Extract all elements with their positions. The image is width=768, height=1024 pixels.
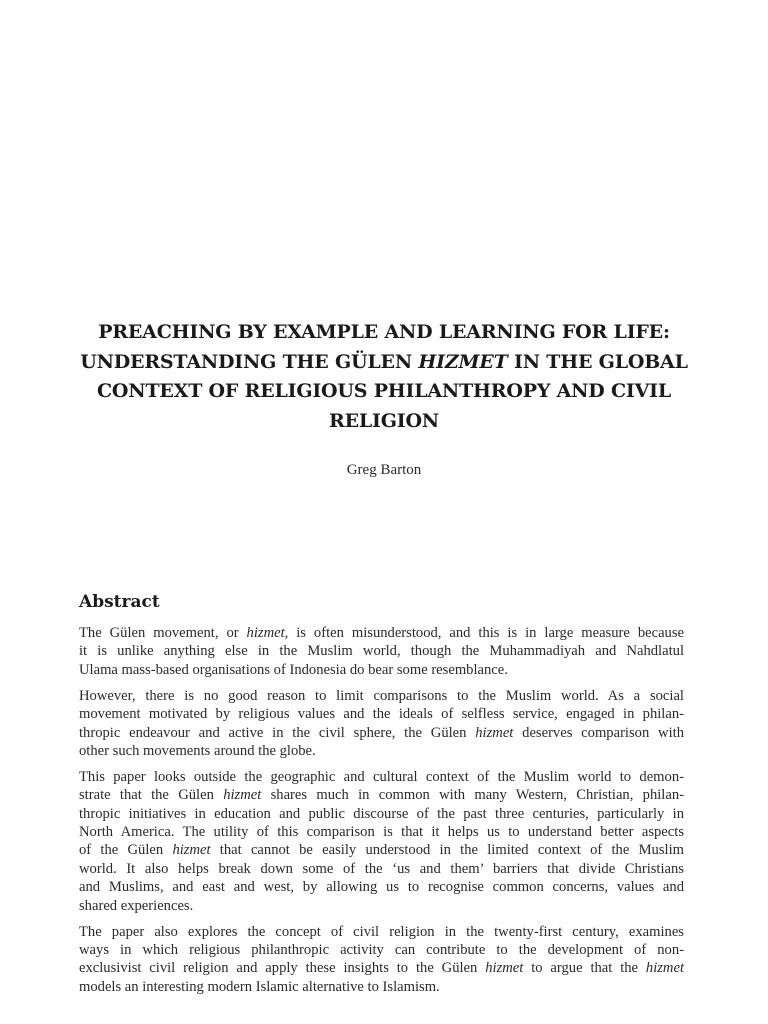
abstract-paragraph bbox=[79, 768, 684, 915]
title-italic-term: HIZMET bbox=[418, 350, 508, 373]
text-line bbox=[79, 786, 684, 804]
text-line: North America. The utility of this comparison is that it helps us to understand better aspects bbox=[79, 824, 684, 841]
text-run: The Gülen movement, or bbox=[79, 625, 247, 641]
title-line bbox=[60, 348, 708, 378]
text-line: shared experiences. bbox=[79, 897, 194, 914]
text-line: However, there is no good reason to limit comparisons to the Muslim world. As a social bbox=[79, 687, 684, 704]
italic-term: hizmet bbox=[172, 842, 211, 859]
text-run: that cannot be easily understood in the limited context of the Muslim bbox=[210, 842, 684, 859]
text-run: strate that the Gülen bbox=[79, 787, 224, 804]
text-line: world. It also helps break down some of the ‘us and them’ barriers that divide Christians bbox=[79, 860, 684, 877]
paper-title bbox=[60, 318, 708, 436]
text-line: The paper also explores the concept of civil religion in the twenty-first century, examines bbox=[79, 923, 684, 940]
text-line: other such movements around the globe. bbox=[79, 742, 316, 759]
text-run: of the Gülen bbox=[79, 842, 173, 859]
text-run: thropic endeavour and active in the civil sphere, the Gülen bbox=[79, 724, 476, 741]
abstract-paragraph bbox=[79, 624, 684, 679]
text-line: thropic initiatives in education and public discourse of the past three centuries, particularly in bbox=[79, 805, 684, 822]
text-line bbox=[79, 959, 684, 977]
title-line: CONTEXT OF RELIGIOUS PHILANTHROPY AND CIVIL bbox=[97, 380, 671, 402]
text-line bbox=[79, 841, 684, 859]
text-run: to argue that the bbox=[523, 960, 646, 977]
title-line: PREACHING BY EXAMPLE AND LEARNING FOR LIFE: bbox=[98, 321, 670, 343]
text-line: This paper looks outside the geographic and cultural context of the Muslim world to demon- bbox=[79, 768, 684, 785]
title-text: IN THE GLOBAL bbox=[507, 350, 688, 373]
title-text: UNDERSTANDING THE GÜLEN bbox=[80, 350, 419, 373]
text-line bbox=[79, 724, 684, 742]
abstract-paragraph bbox=[79, 687, 684, 761]
text-line: it is unlike anything else in the Muslim world, though the Muhammadiyah and Nahdlatul bbox=[79, 643, 684, 660]
text-line: Ulama mass-based organisations of Indonesia do bear some resemblance. bbox=[79, 661, 508, 678]
author-name: Greg Barton bbox=[346, 462, 422, 478]
title-line: RELIGION bbox=[329, 409, 439, 432]
text-line: and Muslims, and east and west, by allowing us to recognise common concerns, values and bbox=[79, 879, 684, 896]
text-run: shares much in common with many Western, Christian, philan- bbox=[261, 787, 684, 804]
italic-term: hizmet bbox=[485, 960, 524, 977]
text-run: deserves comparison with bbox=[513, 724, 684, 741]
text-line: models an interesting modern Islamic alternative to Islamism. bbox=[79, 978, 440, 995]
abstract-heading: Abstract bbox=[79, 592, 160, 612]
italic-term: hizmet bbox=[475, 724, 514, 741]
abstract-body bbox=[79, 624, 684, 1004]
italic-term: hizmet bbox=[223, 787, 262, 804]
italic-term: hizmet bbox=[246, 625, 285, 641]
text-line: movement motivated by religious values and the ideals of selfless service, engaged in philan- bbox=[79, 706, 684, 723]
text-run: exclusivist civil religion and apply these insights to the Gülen bbox=[79, 960, 486, 977]
text-line bbox=[79, 624, 684, 642]
text-run: , is often misunderstood, and this is in large measure because bbox=[284, 625, 684, 641]
italic-term: hizmet bbox=[645, 960, 685, 977]
text-line: ways in which religious philanthropic activity can contribute to the development of non- bbox=[79, 942, 684, 958]
abstract-paragraph bbox=[79, 923, 684, 997]
